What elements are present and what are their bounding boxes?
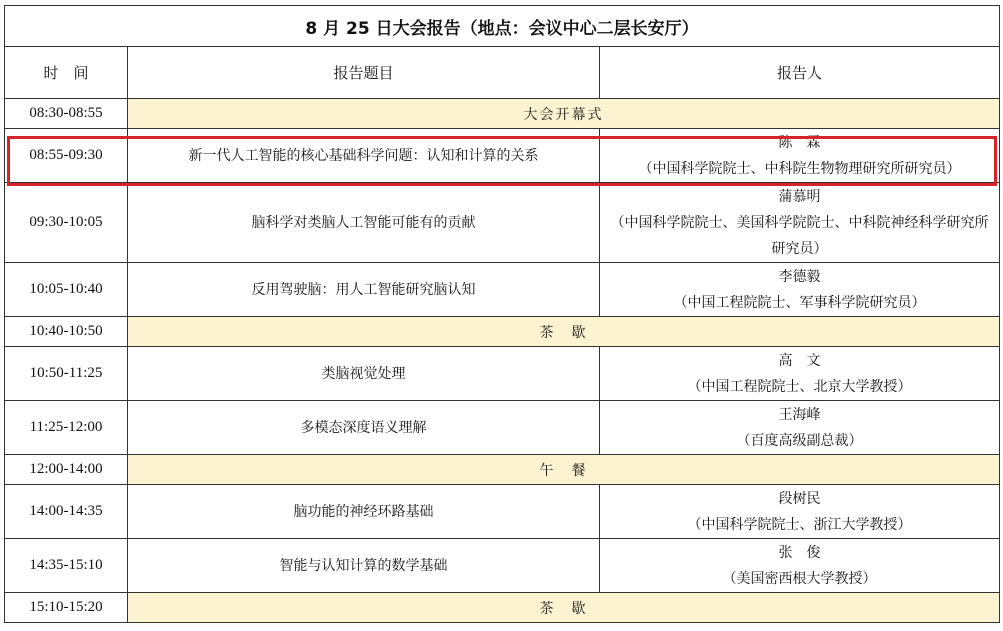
speaker-cell	[600, 183, 1000, 263]
schedule-title: 8 月 25 日大会报告（地点：会议中心二层长安厅）	[5, 6, 1000, 47]
speaker-cell	[600, 539, 1000, 593]
session-cell: 午 餐	[128, 455, 1000, 485]
time-cell: 09:30-10:05	[5, 183, 128, 263]
speaker-affiliation: （中国工程院院士、北京大学教授）	[687, 378, 912, 395]
speaker-name: 李德毅	[778, 268, 821, 285]
topic-cell: 类脑视觉处理	[128, 347, 600, 401]
table-row	[5, 347, 1000, 401]
table-row	[5, 539, 1000, 593]
topic-cell: 脑功能的神经环路基础	[128, 485, 600, 539]
table-row	[5, 129, 1000, 183]
speaker-affiliation: （中国科学院院士、中科院生物物理研究所研究员）	[638, 160, 961, 177]
time-cell: 11:25-12:00	[5, 401, 128, 455]
table-row	[5, 485, 1000, 539]
speaker-affiliation: （中国科学院院士、浙江大学教授）	[687, 516, 912, 533]
time-cell: 08:30-08:55	[5, 99, 128, 129]
table-row	[5, 593, 1000, 623]
header-time: 时 间	[5, 47, 128, 99]
session-cell: 茶 歇	[128, 317, 1000, 347]
topic-cell: 多模态深度语义理解	[128, 401, 600, 455]
speaker-name: 王海峰	[778, 406, 821, 423]
topic-cell: 智能与认知计算的数学基础	[128, 539, 600, 593]
time-cell: 10:50-11:25	[5, 347, 128, 401]
speaker-affiliation: （中国工程院院士、军事科学院研究员）	[673, 294, 926, 311]
speaker-name: 高 文	[778, 352, 821, 369]
speaker-affiliation: （百度高级副总裁）	[736, 432, 863, 449]
topic-cell: 脑科学对类脑人工智能可能有的贡献	[128, 183, 600, 263]
table-row	[5, 263, 1000, 317]
time-cell: 10:40-10:50	[5, 317, 128, 347]
time-cell: 10:05-10:40	[5, 263, 128, 317]
header-topic: 报告题目	[128, 47, 600, 99]
table-row	[5, 99, 1000, 129]
speaker-cell	[600, 347, 1000, 401]
speaker-name: 张 俊	[778, 544, 821, 561]
session-cell: 大会开幕式	[128, 99, 1000, 129]
topic-cell: 新一代人工智能的核心基础科学问题：认知和计算的关系	[128, 129, 600, 183]
topic-cell: 反用驾驶脑：用人工智能研究脑认知	[128, 263, 600, 317]
header-speaker: 报告人	[600, 47, 1000, 99]
speaker-affiliation: （美国密西根大学教授）	[722, 570, 877, 587]
time-cell: 08:55-09:30	[5, 129, 128, 183]
speaker-cell	[600, 129, 1000, 183]
time-cell: 15:10-15:20	[5, 593, 128, 623]
schedule-table	[4, 5, 1000, 623]
session-cell: 茶 歇	[128, 593, 1000, 623]
schedule-sheet	[4, 5, 999, 623]
speaker-name: 段树民	[778, 490, 821, 507]
table-row	[5, 317, 1000, 347]
speaker-name: 蒲慕明	[778, 188, 821, 205]
speaker-cell	[600, 401, 1000, 455]
table-row	[5, 455, 1000, 485]
table-row	[5, 401, 1000, 455]
time-cell: 14:00-14:35	[5, 485, 128, 539]
table-row	[5, 183, 1000, 263]
time-cell: 14:35-15:10	[5, 539, 128, 593]
time-cell: 12:00-14:00	[5, 455, 128, 485]
speaker-cell	[600, 263, 1000, 317]
speaker-name: 陈 霖	[778, 134, 821, 151]
speaker-affiliation: （中国科学院院士、美国科学院院士、中科院神经科学研究所研究员）	[610, 214, 989, 257]
speaker-cell	[600, 485, 1000, 539]
